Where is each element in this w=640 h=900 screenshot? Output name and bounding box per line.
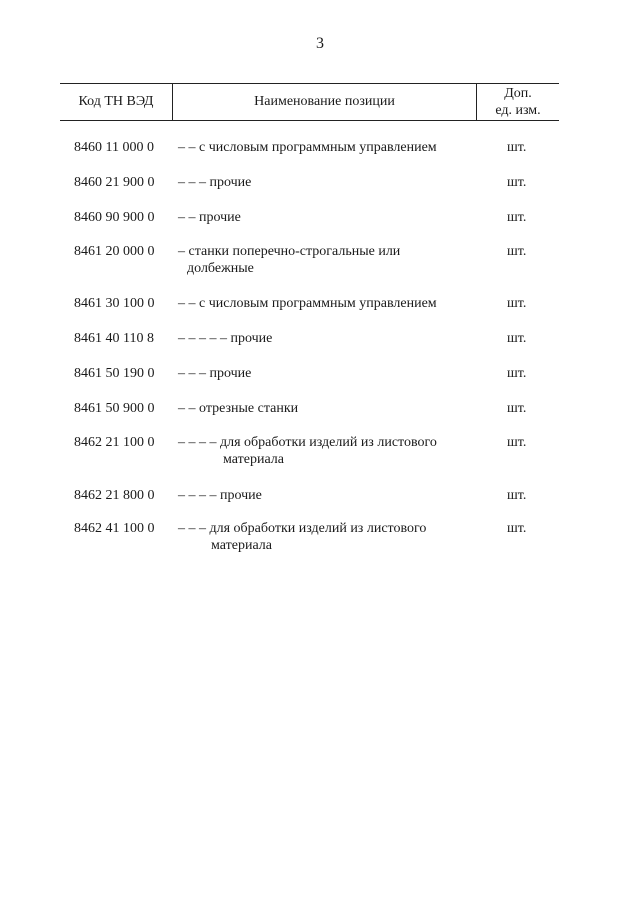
row-name [178, 434, 478, 468]
header-unit [477, 84, 559, 120]
row-name [178, 139, 478, 156]
row-unit: шт. [507, 296, 527, 311]
row-name [178, 487, 478, 504]
table-row [60, 295, 559, 330]
row-name [178, 209, 478, 226]
header-unit-line1: Доп. [504, 86, 532, 101]
table-header [60, 83, 559, 121]
row-name-line1: – – с числовым программным управлением [178, 140, 437, 155]
row-name [178, 243, 478, 277]
row-unit: шт. [507, 175, 527, 190]
row-name-line1: – – – для обработки изделий из листового [178, 521, 427, 536]
row-unit: шт. [507, 366, 527, 381]
row-code: 8460 90 900 0 [74, 210, 155, 225]
row-name-line1: – – с числовым программным управлением [178, 296, 437, 311]
row-code: 8461 20 000 0 [74, 244, 155, 259]
row-unit: шт. [507, 331, 527, 346]
row-name-line2: материала [211, 538, 272, 553]
row-name-line1: – – прочие [178, 210, 241, 225]
row-code: 8461 50 190 0 [74, 366, 155, 381]
row-name-line1: – – отрезные станки [178, 401, 299, 416]
row-name [178, 365, 478, 382]
goods-table [60, 83, 559, 560]
row-unit: шт. [507, 140, 527, 155]
row-unit: шт. [507, 521, 527, 536]
row-name [178, 330, 478, 347]
row-code: 8462 41 100 0 [74, 521, 155, 536]
row-code: 8460 11 000 0 [74, 140, 154, 155]
row-code: 8462 21 800 0 [74, 488, 155, 503]
row-name [178, 400, 478, 417]
row-name-line2: материала [223, 452, 284, 467]
table-row [60, 365, 559, 400]
row-unit: шт. [507, 210, 527, 225]
row-unit: шт. [507, 401, 527, 416]
row-unit: шт. [507, 244, 527, 259]
row-name [178, 174, 478, 191]
row-name-line1: – – – прочие [178, 366, 252, 381]
row-unit: шт. [507, 435, 527, 450]
row-name-line1: – – – прочие [178, 175, 252, 190]
table-row [60, 174, 559, 209]
header-unit-line2: ед. изм. [495, 103, 541, 118]
row-code: 8461 30 100 0 [74, 296, 155, 311]
row-name-line2: долбежные [187, 261, 254, 276]
header-name: Наименование позиции [173, 84, 477, 120]
table-row [60, 243, 559, 295]
header-code: Код ТН ВЭД [60, 84, 173, 120]
table-row [60, 330, 559, 365]
row-name [178, 520, 478, 554]
row-name-line1: – – – – – прочие [178, 331, 273, 346]
table-body [60, 139, 559, 560]
table-row [60, 209, 559, 243]
row-name [178, 295, 478, 312]
row-code: 8461 40 110 8 [74, 331, 154, 346]
row-name-line1: – станки поперечно-строгальные или [178, 244, 401, 259]
row-name-line1: – – – – прочие [178, 488, 262, 503]
row-code: 8461 50 900 0 [74, 401, 155, 416]
table-row [60, 139, 559, 174]
page-number: 3 [316, 35, 324, 52]
table-row [60, 434, 559, 487]
table-row [60, 487, 559, 520]
row-code: 8460 21 900 0 [74, 175, 155, 190]
row-unit: шт. [507, 488, 527, 503]
row-code: 8462 21 100 0 [74, 435, 155, 450]
table-row [60, 400, 559, 434]
table-row [60, 520, 559, 560]
row-name-line1: – – – – для обработки изделий из листового [178, 435, 437, 450]
